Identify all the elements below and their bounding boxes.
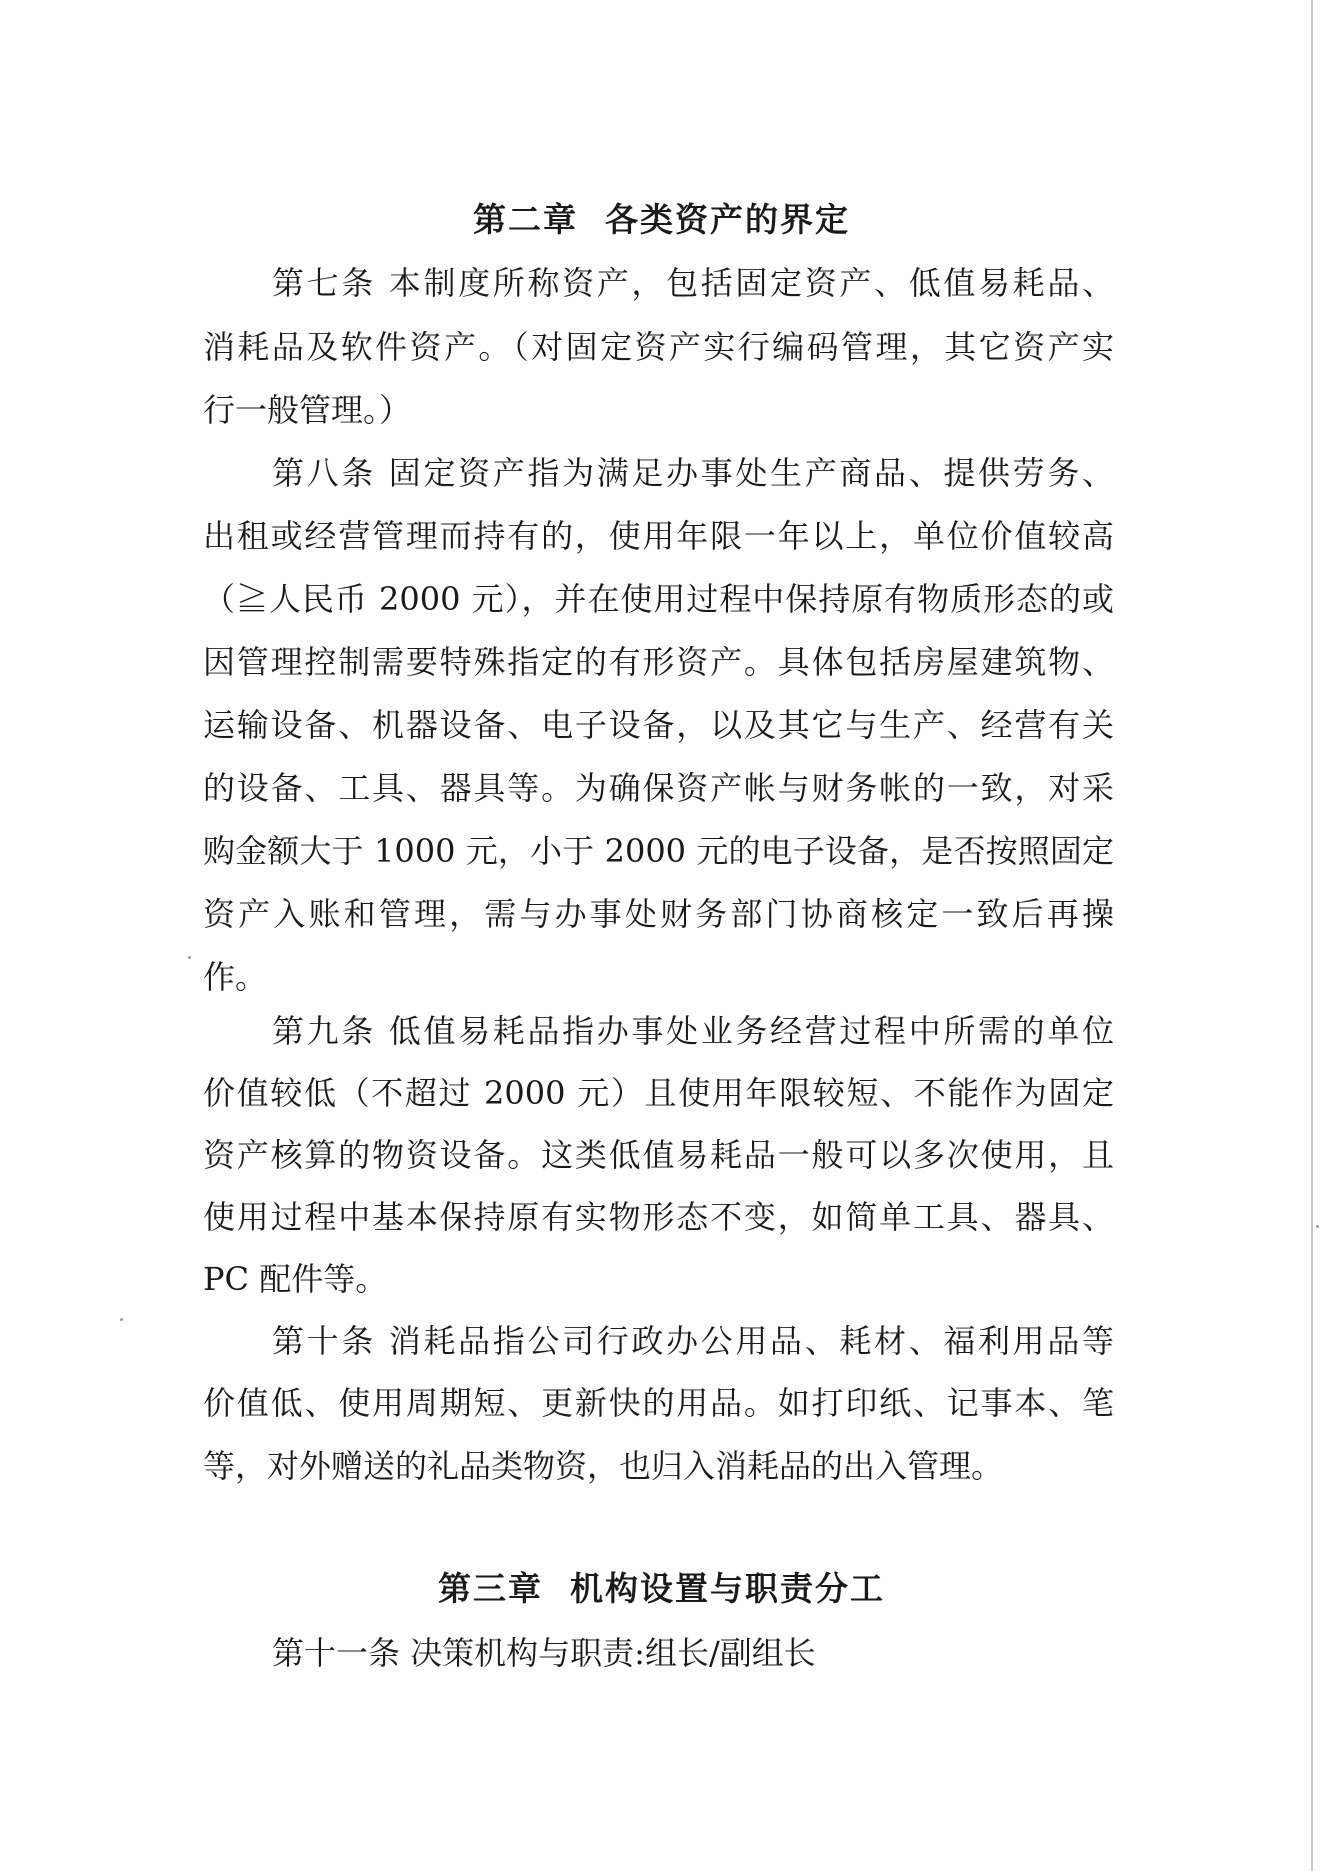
article-7-line-2: 消耗品及软件资产。（对固定资产实行编码管理，其它资产实	[203, 328, 1114, 366]
article-10-line-3: 等，对外赠送的礼品类物资，也归入消耗品的出入管理。	[203, 1447, 1004, 1485]
article-8-line-5: 运输设备、机器设备、电子设备，以及其它与生产、经营有关	[203, 706, 1114, 744]
article-7-line-3: 行一般管理。）	[203, 391, 412, 429]
scan-speck	[120, 1318, 123, 1321]
article-8-line-3: （≧人民币 2000 元），并在使用过程中保持原有物质形态的或	[203, 580, 1114, 618]
article-8-line-2: 出租或经营管理而持有的，使用年限一年以上，单位价值较高	[203, 517, 1114, 555]
scan-speck	[188, 956, 191, 959]
article-9-line-4: 使用过程中基本保持原有实物形态不变，如简单工具、器具、	[203, 1198, 1114, 1236]
chapter-3-heading: 第三章 机构设置与职责分工	[438, 1569, 885, 1608]
chapter-2-heading: 第二章 各类资产的界定	[473, 200, 850, 239]
article-8-line-4: 因管理控制需要特殊指定的有形资产。具体包括房屋建筑物、	[203, 643, 1114, 681]
article-9-line-3: 资产核算的物资设备。这类低值易耗品一般可以多次使用，且	[203, 1136, 1114, 1174]
article-9-line-5: PC 配件等。	[203, 1260, 388, 1298]
article-8-line-6: 的设备、工具、器具等。为确保资产帐与财务帐的一致，对采	[203, 769, 1114, 807]
scan-speck	[1316, 1225, 1319, 1228]
article-11-line-1: 第十一条 决策机构与职责:组长/副组长	[272, 1634, 816, 1672]
article-10-line-1: 第十条 消耗品指公司行政办公用品、耗材、福利用品等	[272, 1322, 1114, 1360]
article-8-line-7: 购金额大于 1000 元，小于 2000 元的电子设备，是否按照固定	[203, 832, 1114, 870]
article-10-line-2: 价值低、使用周期短、更新快的用品。如打印纸、记事本、笔	[203, 1384, 1114, 1422]
article-8-line-9: 作。	[203, 958, 268, 996]
article-8-line-1: 第八条 固定资产指为满足办事处生产商品、提供劳务、	[272, 454, 1114, 492]
article-7-line-1: 第七条 本制度所称资产，包括固定资产、低值易耗品、	[272, 264, 1114, 302]
article-9-line-1: 第九条 低值易耗品指办事处业务经营过程中所需的单位	[272, 1012, 1114, 1050]
article-9-line-2: 价值较低（不超过 2000 元）且使用年限较短、不能作为固定	[203, 1074, 1114, 1112]
article-8-line-8: 资产入账和管理，需与办事处财务部门协商核定一致后再操	[203, 895, 1114, 933]
